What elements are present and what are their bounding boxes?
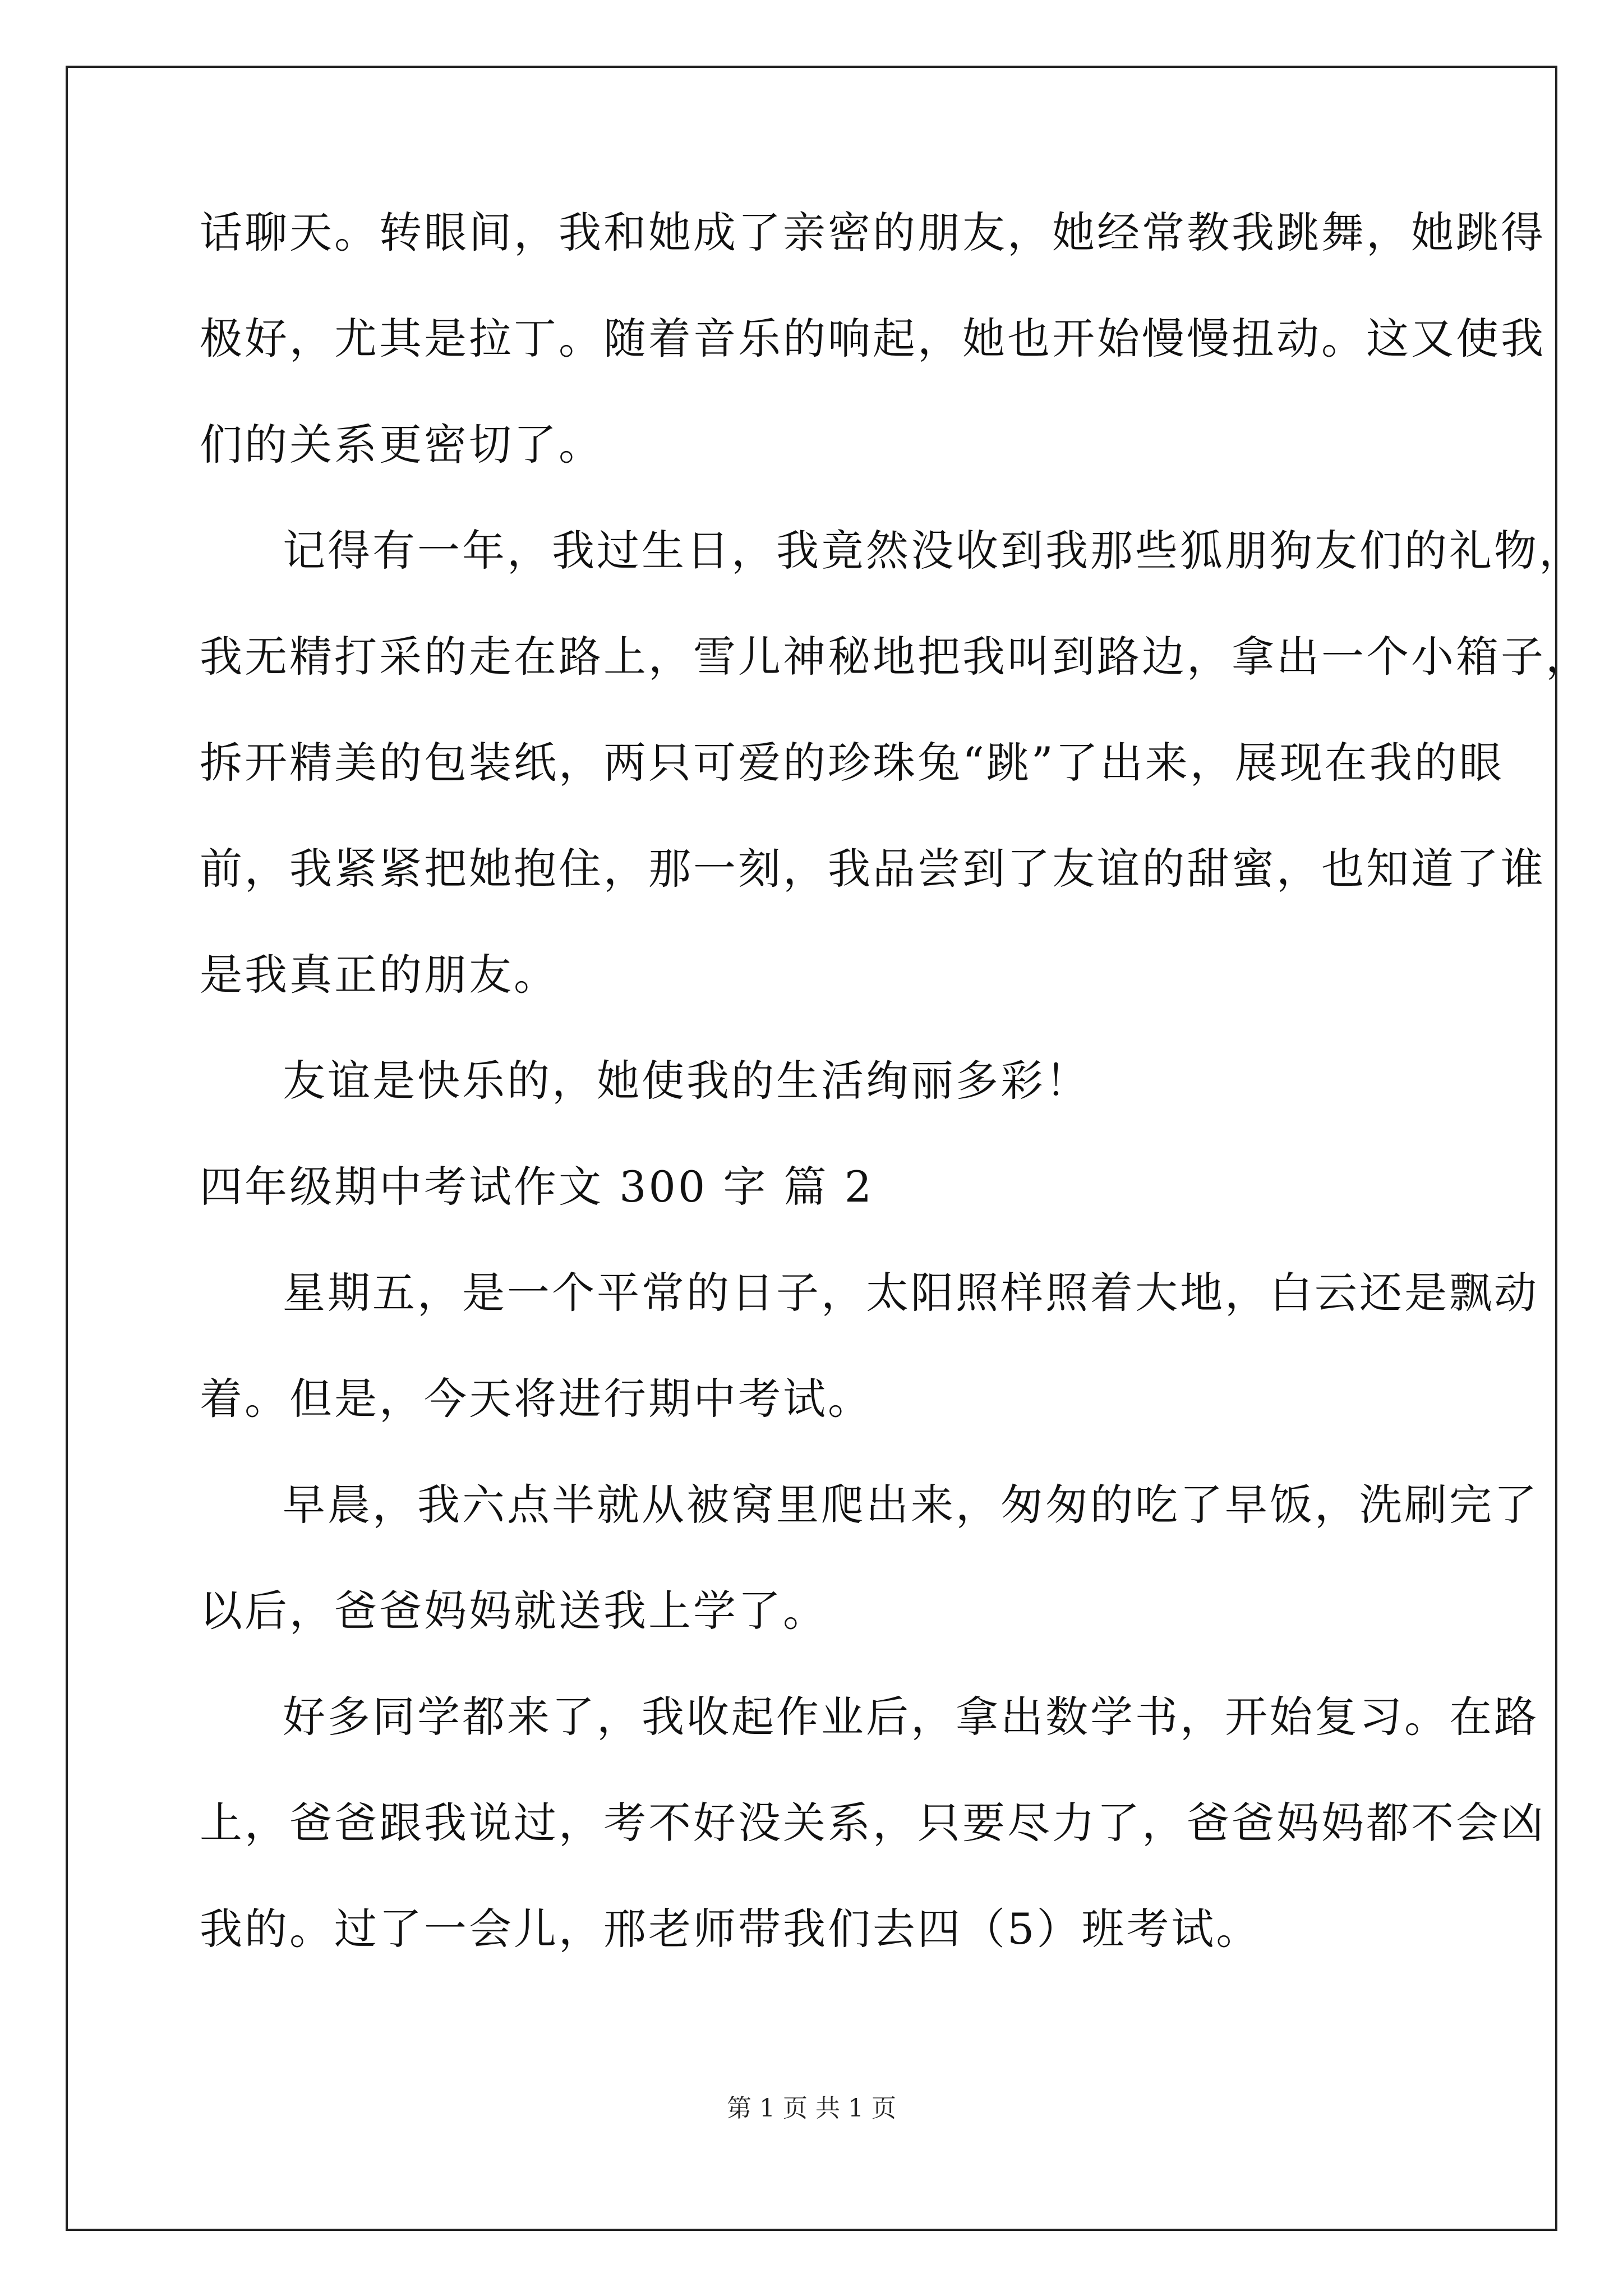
section-heading: 四年级期中考试作文 300 字 篇 2 (200, 1162, 874, 1212)
text-line: 着。但是，今天将进行期中考试。 (200, 1374, 873, 1424)
text-line: 拆开精美的包装纸，两只可爱的珍珠兔“跳”了出来，展现在我的眼 (200, 738, 1504, 788)
text-line: 友谊是快乐的，她使我的生活绚丽多彩！ (283, 1056, 1090, 1106)
text-line: 以后，爸爸妈妈就送我上学了。 (200, 1586, 828, 1636)
text-line: 上，爸爸跟我说过，考不好没关系，只要尽力了，爸爸妈妈都不会凶 (200, 1798, 1546, 1848)
text-line: 话聊天。转眼间，我和她成了亲密的朋友，她经常教我跳舞，她跳得 (200, 208, 1546, 257)
text-line: 是我真正的朋友。 (200, 950, 559, 1000)
text-line: 早晨，我六点半就从被窝里爬出来，匆匆的吃了早饭，洗刷完了 (283, 1480, 1539, 1530)
text-line: 好多同学都来了，我收起作业后，拿出数学书，开始复习。在路 (283, 1692, 1539, 1742)
text-line: 星期五，是一个平常的日子，太阳照样照着大地，白云还是飘动 (283, 1268, 1539, 1318)
text-line: 我无精打采的走在路上，雪儿神秘地把我叫到路边，拿出一个小箱子， (200, 632, 1590, 682)
text-line: 们的关系更密切了。 (200, 420, 603, 470)
text-line: 记得有一年，我过生日，我竟然没收到我那些狐朋狗友们的礼物， (283, 526, 1584, 576)
page-number-footer: 第 1 页 共 1 页 (727, 2094, 896, 2123)
text-line: 前，我紧紧把她抱住，那一刻，我品尝到了友谊的甜蜜，也知道了谁 (200, 844, 1546, 894)
text-line: 我的。过了一会儿，邢老师带我们去四（5）班考试。 (200, 1904, 1261, 1954)
text-line: 极好，尤其是拉丁。随着音乐的响起，她也开始慢慢扭动。这又使我 (200, 314, 1546, 364)
